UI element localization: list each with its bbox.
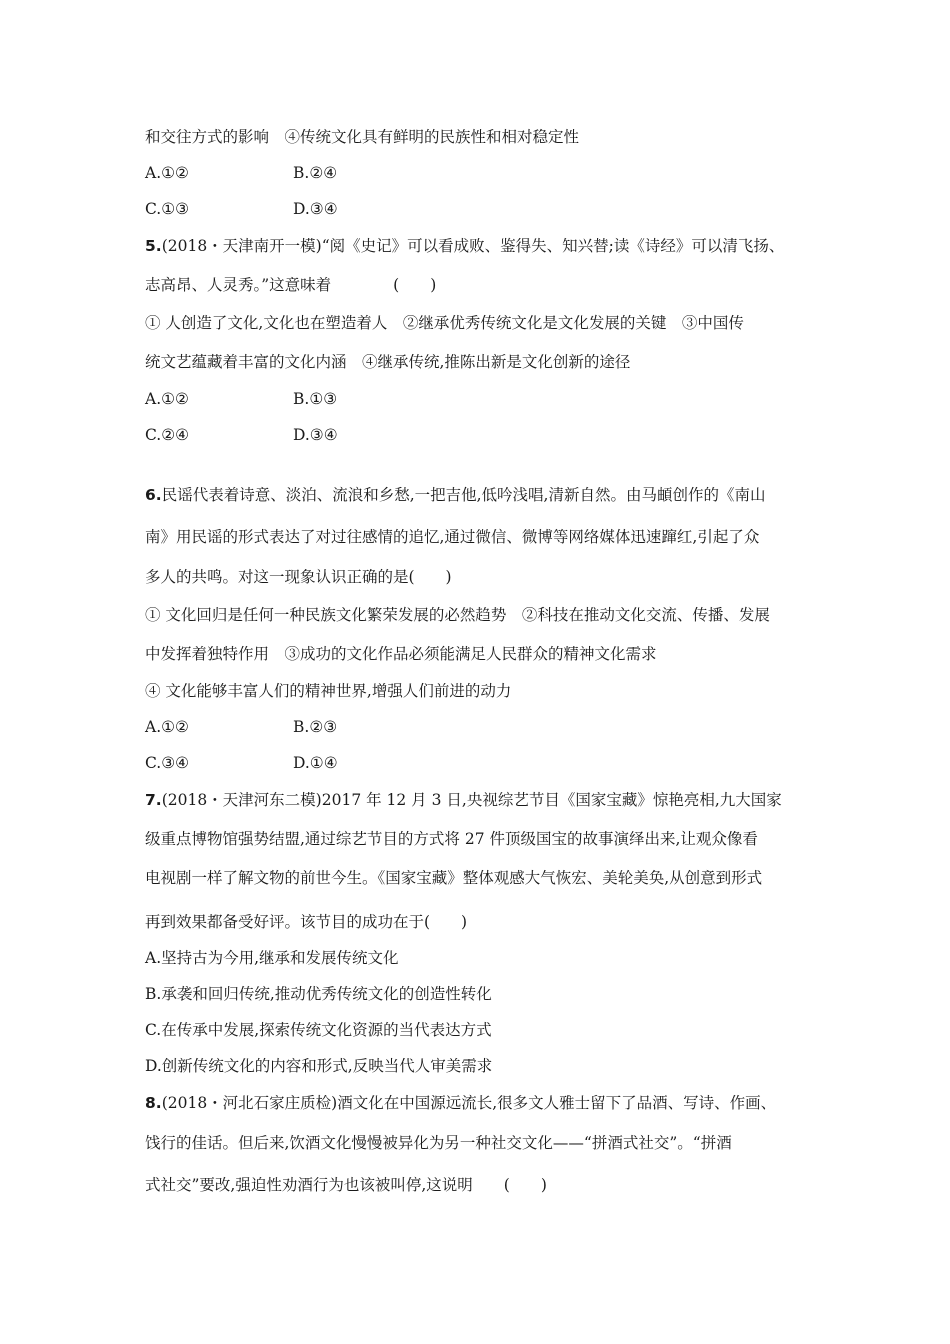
q5-number: 5. (145, 237, 162, 255)
q4-option-d: D.③④ (293, 200, 338, 218)
q8-line-2: 饯行的佳话。但后来,饮酒文化慢慢被异化为另一种社交文化——“拼酒式社交”。“拼酒 (145, 1134, 732, 1152)
q5-option-c: C.②④ (145, 426, 190, 444)
q6-number: 6. (145, 486, 162, 504)
q8-line-1 (145, 1093, 815, 1113)
q6-line-4: ① 文化回归是任何一种民族文化繁荣发展的必然趋势 ②科技在推动文化交流、传播、发展 (145, 606, 770, 624)
q4-option-b: B.②④ (293, 164, 338, 182)
q5-option-b: B.①③ (293, 390, 338, 408)
q6-option-b: B.②③ (293, 718, 338, 736)
q7-stem-part-1: (2018・天津河东二模)2017 年 12 月 3 日,央视综艺节目《国家宝藏》惊艳亮相,九大国家 (161, 791, 782, 809)
q6-line-3: 多人的共鸣。对这一现象认识正确的是( ) (145, 568, 452, 586)
q4-options-row-1 (145, 163, 815, 183)
q4-options-row-2 (145, 199, 815, 219)
q7-line-2: 级重点博物馆强势结盟,通过综艺节目的方式将 27 件顶级国宝的故事演绎出来,让观众像看 (145, 830, 758, 848)
q7-number: 7. (145, 791, 162, 809)
q4-line-1: 和交往方式的影响 ④传统文化具有鲜明的民族性和相对稳定性 (145, 128, 580, 146)
q6-options-row-1 (145, 717, 815, 737)
q7-option-c: C.在传承中发展,探索传统文化资源的当代表达方式 (145, 1021, 492, 1039)
q5-stem-part-1: (2018・天津南开一模)“阅《史记》可以看成败、鉴得失、知兴替;读《诗经》可以清飞扬、 (161, 237, 785, 255)
q5-options-row-1 (145, 389, 815, 409)
q8-stem-part-1: (2018・河北石家庄质检)酒文化在中国源远流长,很多文人雅士留下了品酒、写诗、作画、 (161, 1094, 777, 1112)
q7-option-a: A.坚持古为今用,继承和发展传统文化 (145, 949, 399, 967)
q6-option-c: C.③④ (145, 754, 190, 772)
q7-line-1 (145, 790, 815, 810)
q6-line-6: ④ 文化能够丰富人们的精神世界,增强人们前进的动力 (145, 682, 512, 700)
q6-options-row-2 (145, 753, 815, 773)
q8-line-3: 式社交”要改,强迫性劝酒行为也该被叫停,这说明 ( ) (145, 1176, 547, 1194)
q6-stem-part-1: 民谣代表着诗意、淡泊、流浪和乡愁,一把吉他,低吟浅唱,清新自然。由马頔创作的《南山 (161, 486, 766, 504)
q5-option-a: A.①② (145, 390, 189, 408)
q6-line-2: 南》用民谣的形式表达了对过往感情的追忆,通过微信、微博等网络媒体迅速蹿红,引起了众 (145, 528, 760, 546)
q5-line-3: ① 人创造了文化,文化也在塑造着人 ②继承优秀传统文化是文化发展的关键 ③中国传 (145, 314, 744, 332)
q7-option-d: D.创新传统文化的内容和形式,反映当代人审美需求 (145, 1057, 493, 1075)
q5-line-4: 统文艺蕴藏着丰富的文化内涵 ④继承传统,推陈出新是文化创新的途径 (145, 353, 631, 371)
q4-option-c: C.①③ (145, 200, 190, 218)
q6-line-1 (145, 485, 815, 505)
q6-option-a: A.①② (145, 718, 189, 736)
q8-number: 8. (145, 1094, 162, 1112)
q7-option-b: B.承袭和回归传统,推动优秀传统文化的创造性转化 (145, 985, 492, 1003)
q6-option-d: D.①④ (293, 754, 338, 772)
q5-option-d: D.③④ (293, 426, 338, 444)
q7-line-4: 再到效果都备受好评。该节目的成功在于( ) (145, 913, 468, 931)
q5-options-row-2 (145, 425, 815, 445)
q5-line-1 (145, 236, 815, 256)
q5-line-2: 志高昂、人灵秀。”这意味着 ( ) (145, 276, 437, 294)
q4-option-a: A.①② (145, 164, 189, 182)
q7-line-3: 电视剧一样了解文物的前世今生。《国家宝藏》整体观感大气恢宏、美轮美奂,从创意到形式 (145, 869, 763, 887)
q6-line-5: 中发挥着独特作用 ③成功的文化作品必须能满足人民群众的精神文化需求 (145, 645, 657, 663)
